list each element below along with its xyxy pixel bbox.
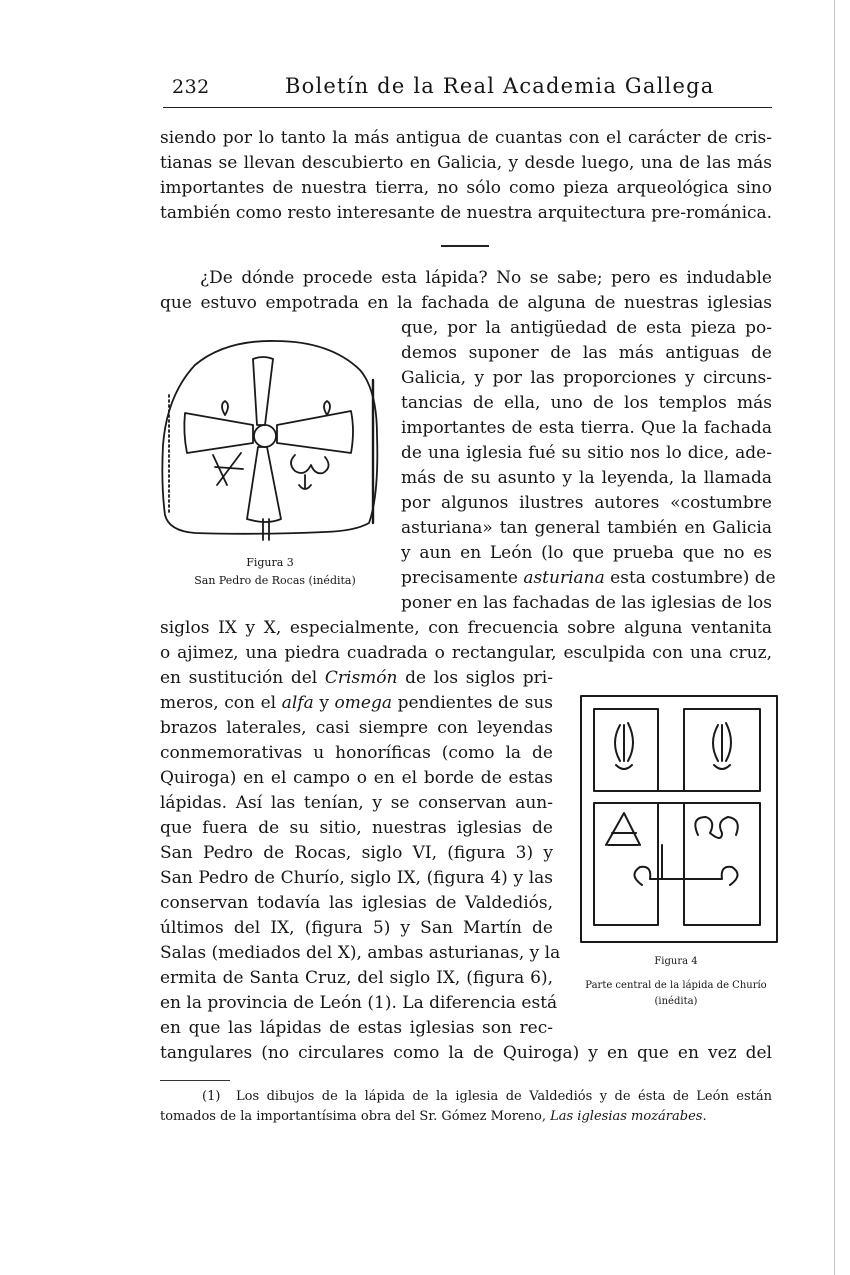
figure4-caption-line1: Parte central de la lápida de Churío: [585, 980, 767, 991]
footnote-marker: (1): [202, 1089, 221, 1104]
footnote-line-2: [160, 1108, 707, 1126]
italic-term: omega: [334, 693, 392, 713]
text-run: pendientes de sus: [391, 693, 553, 713]
text-line: en que las lápidas de estas iglesias son rec-: [160, 1018, 553, 1038]
text-line-asturiana: [401, 566, 776, 590]
text-line: conservan todavía las iglesias de Valdediós,: [160, 893, 553, 913]
text-line: o ajimez, una piedra cuadrada o rectangular, esculpida con una cruz,: [160, 643, 772, 663]
text-line: Salas (mediados del X), ambas asturianas, y la: [160, 943, 561, 963]
text-line: San Pedro de Rocas, siglo VI, (figura 3) y: [160, 843, 553, 863]
text-line: conmemorativas u honoríficas (como la de: [160, 743, 553, 763]
footnote-rule: [160, 1080, 230, 1081]
text-line: asturiana» tan general también en Galicia: [401, 518, 772, 538]
text-line: últimos del IX, (figura 5) y San Martín de: [160, 918, 553, 938]
text-line-crismon: [160, 666, 553, 690]
text-line: por algunos ilustres autores «costumbre: [401, 493, 772, 513]
text-line: que, por la antigüedad de esta pieza po-: [401, 318, 772, 338]
text-line: y aun en León (lo que prueba que no es: [401, 543, 772, 563]
text-run: precisamente: [401, 568, 524, 588]
figure4-label: Figura 4: [654, 956, 698, 967]
italic-term: asturiana: [523, 568, 605, 588]
figure4-drawing: [580, 695, 778, 943]
text-line: Galicia, y por las proporciones y circuns-: [401, 368, 772, 388]
figure3-drawing: [155, 335, 385, 550]
text-line: demos suponer de las más antiguas de: [401, 343, 772, 363]
text-run: esta costumbre) de: [604, 568, 776, 588]
text-line: brazos laterales, casi siempre con leyendas: [160, 718, 553, 738]
text-run: en sustitución del: [160, 668, 325, 688]
text-run: meros, con el: [160, 693, 282, 713]
text-line: que estuvo empotrada en la fachada de alguna de nuestras iglesias: [160, 293, 772, 313]
text-line: lápidas. Así las tenían, y se conservan aun-: [160, 793, 553, 813]
text-line: San Pedro de Churío, siglo IX, (figura 4) y las: [160, 868, 553, 888]
text-line: que fuera de su sitio, nuestras iglesias de: [160, 818, 553, 838]
text-run: y: [313, 693, 335, 713]
italic-title: Las iglesias mozárabes: [550, 1109, 703, 1124]
text-line: ¿De dónde procede esta lápida? No se sabe; pero es indudable: [200, 268, 772, 288]
text-line: siglos IX y X, especialmente, con frecuencia sobre alguna ventanita: [160, 618, 772, 638]
section-separator: [441, 245, 489, 247]
text-line-alfa: [160, 691, 553, 715]
text-line: de una iglesia fué su sitio nos lo dice, ade-: [401, 443, 772, 463]
footnote-line: Los dibujos de la lápida de la iglesia de Valdediós y de ésta de León están: [236, 1089, 772, 1104]
text-run: .: [702, 1109, 707, 1124]
text-line: tianas se llevan descubierto en Galicia, y desde luego, una de las más: [160, 153, 772, 173]
text-line: tancias de ella, uno de los templos más: [401, 393, 772, 413]
text-line: ermita de Santa Cruz, del siglo IX, (figura 6),: [160, 968, 553, 988]
page-edge-line: [834, 0, 835, 1275]
text-run: de los siglos pri-: [397, 668, 553, 688]
italic-term: alfa: [281, 693, 314, 713]
text-line: tangulares (no circulares como la de Quiroga) y en que en vez del: [160, 1043, 772, 1063]
text-line: Quiroga) en el campo o en el borde de estas: [160, 768, 553, 788]
figure3-caption: San Pedro de Rocas (inédita): [194, 574, 356, 587]
text-line: poner en las fachadas de las iglesias de los: [401, 593, 772, 613]
text-line: en la provincia de León (1). La diferencia está: [160, 993, 558, 1013]
text-line: importantes de nuestra tierra, no sólo como pieza arqueológica sino: [160, 178, 772, 198]
header-rule: [163, 107, 772, 108]
text-line: importantes de esta tierra. Que la fachada: [401, 418, 772, 438]
journal-title: Boletín de la Real Academia Gallega: [285, 74, 715, 98]
text-run: tomados de la importantísima obra del Sr. Gómez Moreno,: [160, 1109, 551, 1124]
italic-term: Crismón: [324, 668, 398, 688]
figure3-label: Figura 3: [246, 556, 294, 569]
text-line: siendo por lo tanto la más antigua de cuantas con el carácter de cris-: [160, 128, 772, 148]
text-line: también como resto interesante de nuestra arquitectura pre-románica.: [160, 203, 773, 223]
text-line: más de su asunto y la leyenda, la llamada: [401, 468, 772, 488]
page-number: 232: [172, 76, 210, 98]
figure4-caption-line2: (inédita): [654, 996, 698, 1007]
